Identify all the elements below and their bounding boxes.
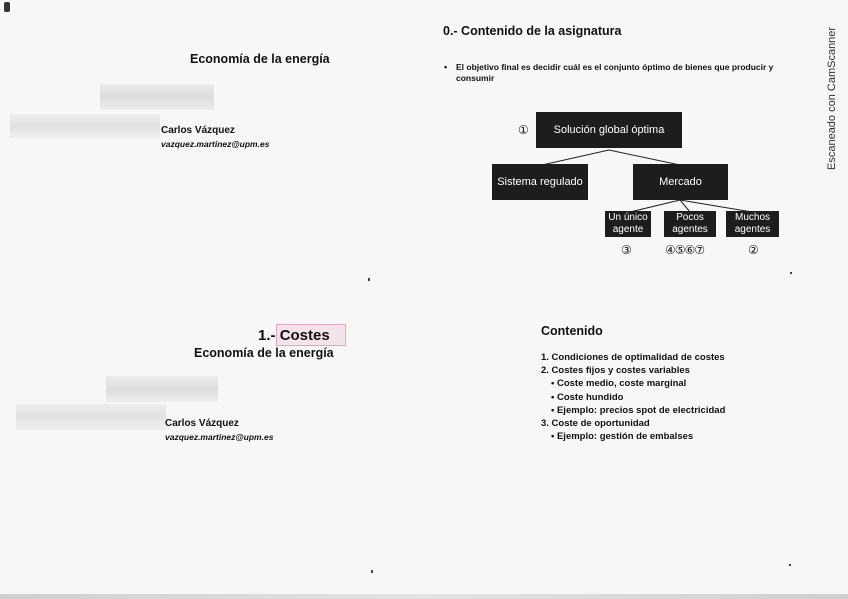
slide2-title: 0.- Contenido de la asignatura — [443, 24, 622, 38]
list-item: • Coste medio, coste marginal — [551, 378, 687, 390]
camscanner-watermark: Escaneado con CamScanner — [826, 26, 838, 170]
tree-leaf-few — [664, 211, 716, 237]
scan-corner-mark — [4, 2, 10, 12]
tree-root-box: Solución global óptima — [536, 112, 682, 148]
slide3-title: Economía de la energía — [194, 346, 334, 360]
list-item: 1. Condiciones de optimalidad de costes — [541, 352, 725, 363]
leaf2-marks: ④⑤⑥⑦ — [665, 243, 705, 257]
tree-mid-box: Mercado — [633, 164, 728, 200]
leaf1-line1: Un único — [608, 212, 648, 223]
slide2-bullet-text: El objetivo final es decidir cuál es el conjunto óptimo de bienes que producir y consumir — [456, 62, 774, 83]
tree-left-box: Sistema regulado — [492, 164, 588, 200]
slide1-bridge-image — [10, 114, 160, 138]
slide1-author: Carlos Vázquez — [161, 125, 235, 136]
slide3-author: Carlos Vázquez — [165, 418, 239, 429]
list-item: • Ejemplo: precios spot de electricidad — [551, 404, 726, 416]
contents-list — [541, 351, 725, 443]
slide3-email: vazquez.martinez@upm.es — [165, 432, 274, 442]
scan-speck — [368, 278, 370, 281]
leaf2-line2: agentes — [672, 224, 708, 235]
list-item: • Coste hundido — [551, 391, 624, 403]
scan-speck — [789, 564, 791, 566]
slide3-photo-banner — [106, 376, 218, 402]
leaf2-line1: Pocos — [676, 212, 704, 223]
slide1-email: vazquez.martinez@upm.es — [161, 139, 270, 149]
slide4-title: Contenido — [541, 324, 603, 338]
slide1-title: Economía de la energía — [190, 52, 330, 66]
scan-speck — [790, 272, 792, 274]
list-item: 2. Costes fijos y costes variables — [541, 365, 690, 377]
leaf1-line2: agente — [612, 224, 644, 235]
scan-bottom-edge — [0, 594, 848, 599]
section-highlight-word: Costes — [279, 327, 330, 344]
slide3-bridge-image — [16, 404, 166, 430]
slide1-photo-banner — [100, 84, 214, 110]
leaf3-mark: ② — [748, 243, 759, 257]
scan-speck — [371, 570, 373, 573]
bullet-dot: • — [444, 62, 448, 72]
list-item: • Ejemplo: gestión de embalses — [551, 431, 694, 443]
leaf3-line1: Muchos — [734, 212, 770, 223]
leaf3-line2: agentes — [734, 224, 771, 235]
list-item: 3. Coste de oportunidad — [541, 418, 650, 430]
leaf1-mark: ③ — [621, 243, 632, 257]
root-mark: ① — [518, 123, 529, 137]
slide3-section-title — [258, 327, 330, 344]
tree-leaf-many — [726, 211, 779, 237]
section-number: 1.- — [258, 327, 280, 344]
tree-leaf-single — [605, 211, 651, 237]
